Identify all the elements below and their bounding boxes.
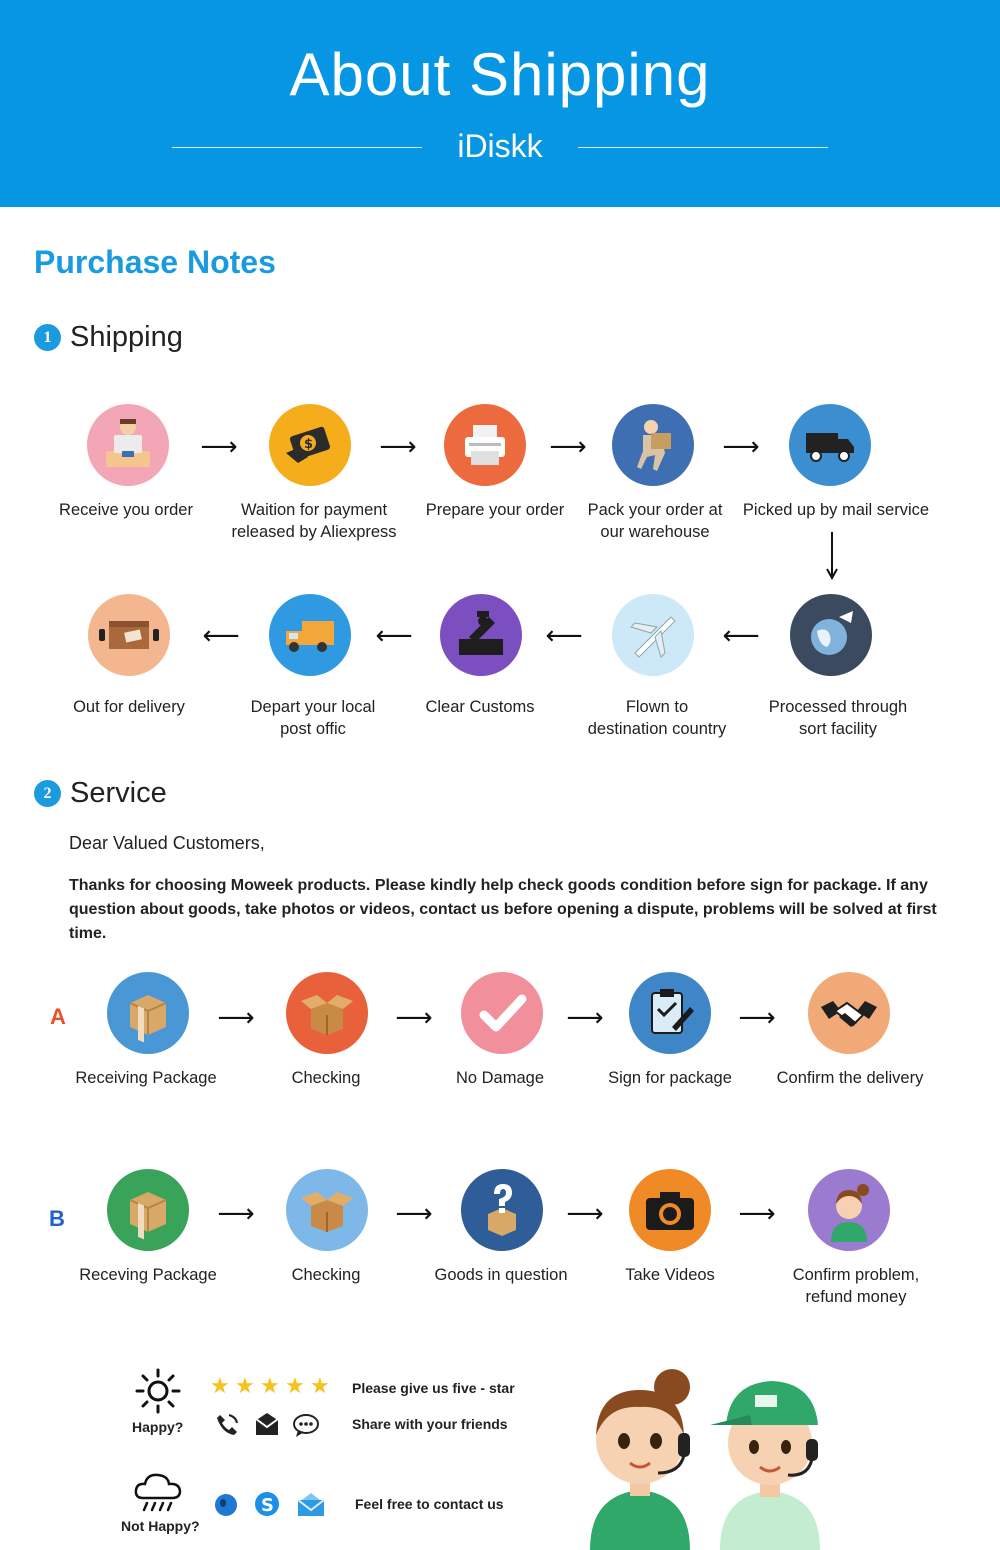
arrow-right-icon: ⟶ xyxy=(722,431,760,461)
question-box-icon xyxy=(461,1169,543,1251)
star-icon: ★ xyxy=(285,1373,305,1398)
box-icon xyxy=(88,594,170,676)
step-label: Receiving Package xyxy=(75,1069,217,1087)
open-box-icon xyxy=(286,972,368,1054)
row-letter-a: A xyxy=(50,1004,66,1029)
service-message: Thanks for choosing Moweek products. Please kindly help check goods condition before sign for package. If any question about goods, take photos or videos, contact us before opening a dispute, problems will be solved at first time. xyxy=(69,877,937,942)
section-title: Purchase Notes xyxy=(34,244,276,280)
open-box-icon xyxy=(286,1169,368,1251)
header-banner xyxy=(0,0,1000,207)
arrow-right-icon: ⟶ xyxy=(395,1198,433,1228)
clipboard-icon xyxy=(629,972,711,1054)
step-label: Receive you order xyxy=(59,501,193,519)
row-letter-b: B xyxy=(49,1206,65,1231)
arrow-down-icon xyxy=(824,532,840,580)
arrow-right-icon: ⟶ xyxy=(395,1002,433,1032)
handshake-icon xyxy=(808,972,890,1054)
step-label: Sign for package xyxy=(608,1069,732,1087)
step-label: Prepare your order xyxy=(425,501,565,519)
step-label: Goods in question xyxy=(434,1266,568,1284)
arrow-right-icon: ⟶ xyxy=(566,1002,604,1032)
step-label: Clear Customs xyxy=(425,698,535,716)
email-icon[interactable] xyxy=(296,1490,326,1518)
heading-label: Service xyxy=(70,777,167,809)
chat-icon xyxy=(292,1412,320,1438)
agent-icon xyxy=(808,1169,890,1251)
arrow-left-icon: ⟵ xyxy=(375,620,413,650)
package-icon xyxy=(107,1169,189,1251)
truck-icon xyxy=(789,404,871,486)
arrow-right-icon: ⟶ xyxy=(738,1002,776,1032)
courier-icon xyxy=(612,404,694,486)
arrow-left-icon: ⟵ xyxy=(722,620,760,650)
step-label: Waition for payment released by Aliexpress xyxy=(231,501,397,541)
arrow-right-icon: ⟶ xyxy=(217,1198,255,1228)
step-label: Receving Package xyxy=(79,1266,217,1284)
svg-text:S: S xyxy=(261,1495,274,1516)
step-label: Flown to destination country xyxy=(587,698,727,738)
arrow-right-icon: ⟶ xyxy=(379,431,417,461)
step-label: Checking xyxy=(291,1266,361,1284)
airplane-icon xyxy=(612,594,694,676)
svg-text:$: $ xyxy=(304,437,314,452)
number-badge: 2 xyxy=(34,780,61,807)
printer-icon xyxy=(444,404,526,486)
five-star-text: Please give us five - star xyxy=(352,1380,515,1396)
divider-right xyxy=(578,147,828,148)
mail-icon xyxy=(254,1413,280,1437)
star-icon: ★ xyxy=(310,1373,330,1398)
shipping-heading xyxy=(34,321,183,354)
checkmark-icon xyxy=(461,972,543,1054)
phone-icon xyxy=(214,1412,240,1438)
star-icon: ★ xyxy=(260,1373,280,1398)
number-badge: 1 xyxy=(34,324,61,351)
cloud-rain-icon xyxy=(133,1470,183,1516)
step-label: Confirm the delivery xyxy=(776,1069,924,1087)
arrow-left-icon: ⟵ xyxy=(202,620,240,650)
arrow-right-icon: ⟶ xyxy=(566,1198,604,1228)
star-icon: ★ xyxy=(235,1373,255,1398)
arrow-left-icon: ⟵ xyxy=(545,620,583,650)
not-happy-label: Not Happy? xyxy=(121,1518,200,1534)
skype-icon[interactable] xyxy=(253,1490,281,1518)
happy-label: Happy? xyxy=(132,1419,184,1435)
step-label: Depart your local post offic xyxy=(250,698,376,738)
step-label: Processed through sort facility xyxy=(768,698,908,738)
receptionist-icon xyxy=(87,404,169,486)
step-label: Checking xyxy=(291,1069,361,1087)
messenger-icon[interactable] xyxy=(213,1492,239,1518)
page-title: About Shipping xyxy=(289,41,711,108)
contact-text: Feel free to contact us xyxy=(355,1496,504,1512)
money-icon xyxy=(269,404,351,486)
service-heading xyxy=(34,777,167,810)
step-label: No Damage xyxy=(455,1069,545,1087)
share-text: Share with your friends xyxy=(352,1416,508,1432)
step-label: Take Videos xyxy=(625,1266,715,1284)
camera-icon xyxy=(629,1169,711,1251)
heading-label: Shipping xyxy=(70,321,183,353)
star-icon: ★ xyxy=(210,1373,230,1398)
arrow-right-icon: ⟶ xyxy=(217,1002,255,1032)
arrow-right-icon: ⟶ xyxy=(549,431,587,461)
customs-icon xyxy=(440,594,522,676)
arrow-right-icon: ⟶ xyxy=(738,1198,776,1228)
arrow-right-icon: ⟶ xyxy=(200,431,238,461)
van-icon xyxy=(269,594,351,676)
brand-name: iDiskk xyxy=(457,128,543,164)
step-label: Confirm problem, refund money xyxy=(792,1266,920,1306)
step-label: Picked up by mail service xyxy=(742,501,930,519)
customer-service-illustration xyxy=(580,1355,830,1550)
step-label: Out for delivery xyxy=(73,698,185,716)
step-label: Pack your order at our warehouse xyxy=(587,501,723,541)
greeting: Dear Valued Customers, xyxy=(69,833,265,853)
package-icon xyxy=(107,972,189,1054)
sun-icon xyxy=(135,1368,181,1414)
globe-icon xyxy=(790,594,872,676)
